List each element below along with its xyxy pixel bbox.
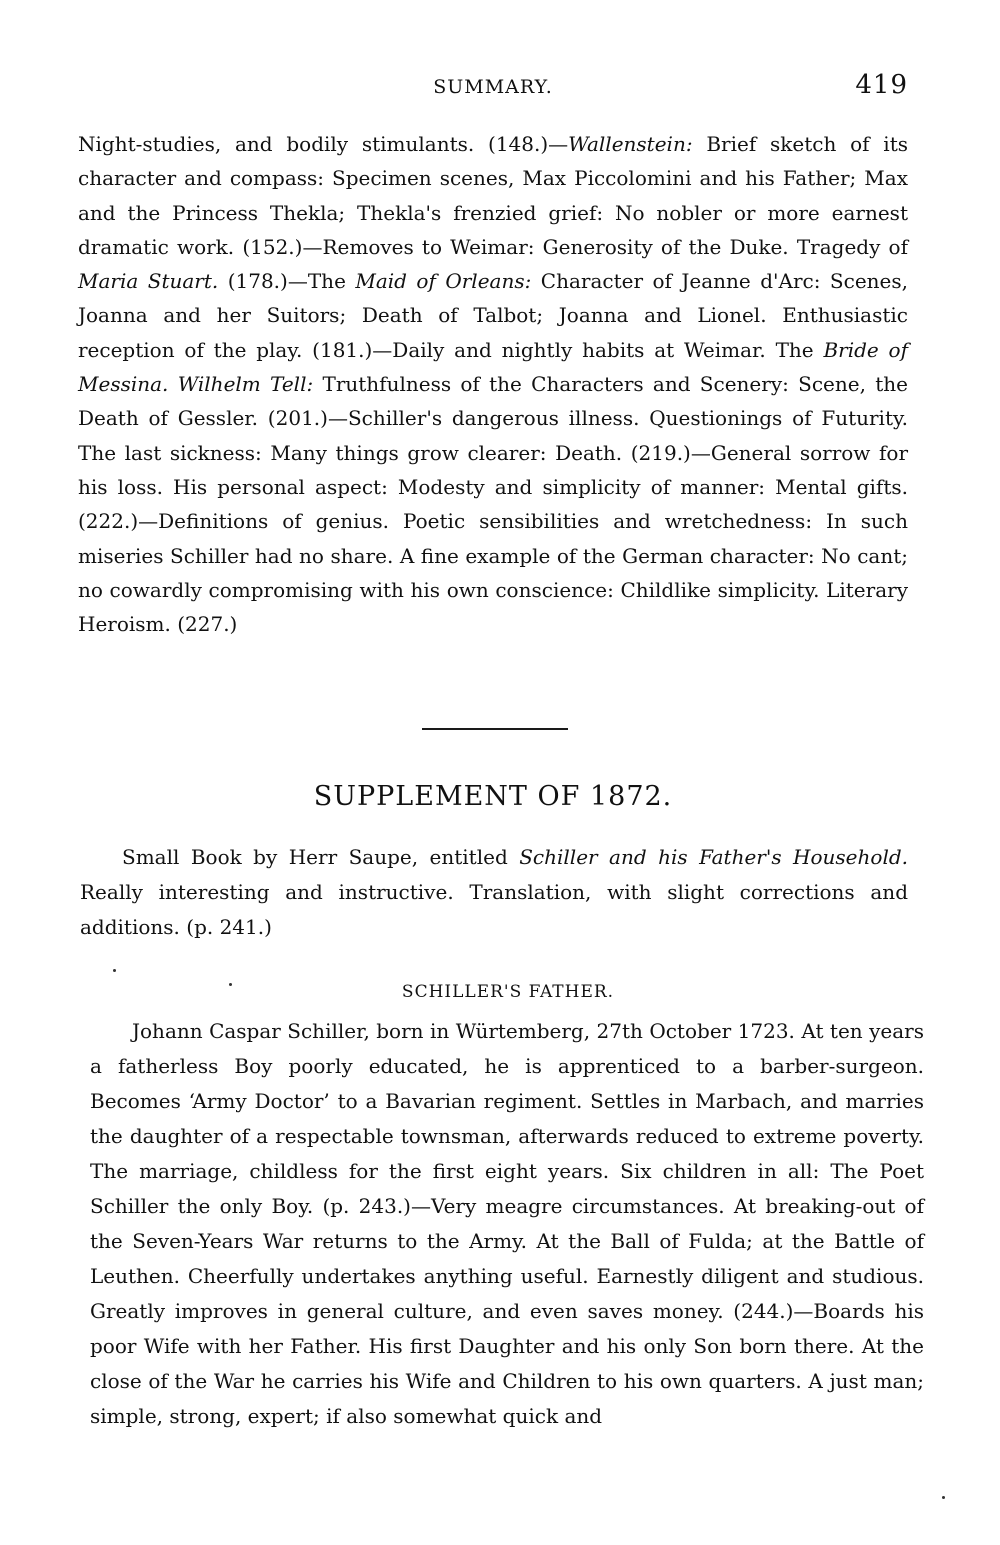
text-segment: (178.)—The (218, 269, 356, 294)
italic-book-title: Schiller and his Father's Household. (519, 845, 908, 869)
text-segment: Really interesting and instructive. Translation, with slight corrections and additions. (p. 241.) (80, 880, 908, 939)
italic-title-wilhelm-tell: Wilhelm Tell: (177, 372, 314, 397)
print-speck (229, 983, 232, 986)
italic-title-wallenstein: Wallenstein: (568, 132, 693, 156)
text-segment: Brief sketch of its character and compass: Specimen scenes, Max Piccolomini and his Father; Max and the Princess Thekla; Thekla's frenzied grief: No nobler or more earnest dramatic work. (152.)—Removes to Weimar: Generosity of the Duke. Tragedy of (78, 132, 908, 259)
page-number: 419 (855, 70, 908, 100)
supplement-paragraph (80, 840, 908, 945)
section-paragraph (90, 1014, 924, 1434)
print-speck (942, 1496, 945, 1499)
italic-title-maid-of-orleans: Maid of Orleans: (355, 269, 532, 294)
text-segment (168, 372, 177, 396)
section-divider-rule (422, 728, 568, 730)
section-heading: SCHILLER'S FATHER. (401, 982, 615, 1002)
text-segment: Night-studies, and bodily stimulants. (148.)— (78, 132, 569, 156)
supplement-title: SUPPLEMENT OF 1872. (313, 781, 673, 812)
italic-title-maria-stuart: Maria Stuart. (78, 269, 219, 294)
print-speck (113, 969, 116, 972)
running-head (78, 70, 908, 106)
text-segment: Small Book by Herr Saupe, entitled (122, 845, 520, 869)
running-title: SUMMARY. (433, 76, 553, 98)
text-segment: Truthfulness of the Characters and Scenery: Scene, the Death of Gessler. (201.)—Schiller's dangerous illness. Questionings of Futurity. The last sickness: Many things grow clearer: Death. (219.)—General sorrow for his loss. His personal aspect: Modesty and simplicity of manner: Mental gifts. (222.)—Definitions of genius. Poetic sensibilities and wretchedness: In such miseries Schiller had no share. A fine example of the German character: No cant; no cowardly compromising with his own conscience: Childlike simplicity. Literary Heroism. (227.) (78, 372, 908, 637)
summary-paragraph (78, 127, 908, 641)
text-segment: Johann Caspar Schiller, born in Würtemberg, 27th October 1723. At ten years a fatherless Boy poorly educated, he is apprenticed to a barber-surgeon. Becomes ‘Army Doctor’ to a Bavarian regiment. Settles in Marbach, and marries the daughter of a respectable townsman, afterwards reduced to extreme poverty. The marriage, childless for the first eight years. Six children in all: The Poet Schiller the only Boy. (p. 243.)—Very meagre circumstances. At breaking-out of the Seven-Years War returns to the Army. At the Ball of Fulda; at the Battle of Leuthen. Cheerfully undertakes anything useful. Earnestly diligent and studious. Greatly improves in general culture, and even saves money. (244.)—Boards his poor Wife with her Father. His first Daughter and his only Son born there. At the close of the War he carries his Wife and Children to his own quarters. A just man; simple, strong, expert; if also somewhat quick and (90, 1019, 924, 1428)
text-segment: Character of Jeanne d'Arc: Scenes, Joanna and her Suitors; Death of Talbot; Joanna and Lionel. Enthusiastic reception of the play. (181.)—Daily and nightly habits at Weimar. The (78, 269, 909, 362)
italic-title-bride-of-messina: Bride of Messina. (78, 337, 909, 397)
